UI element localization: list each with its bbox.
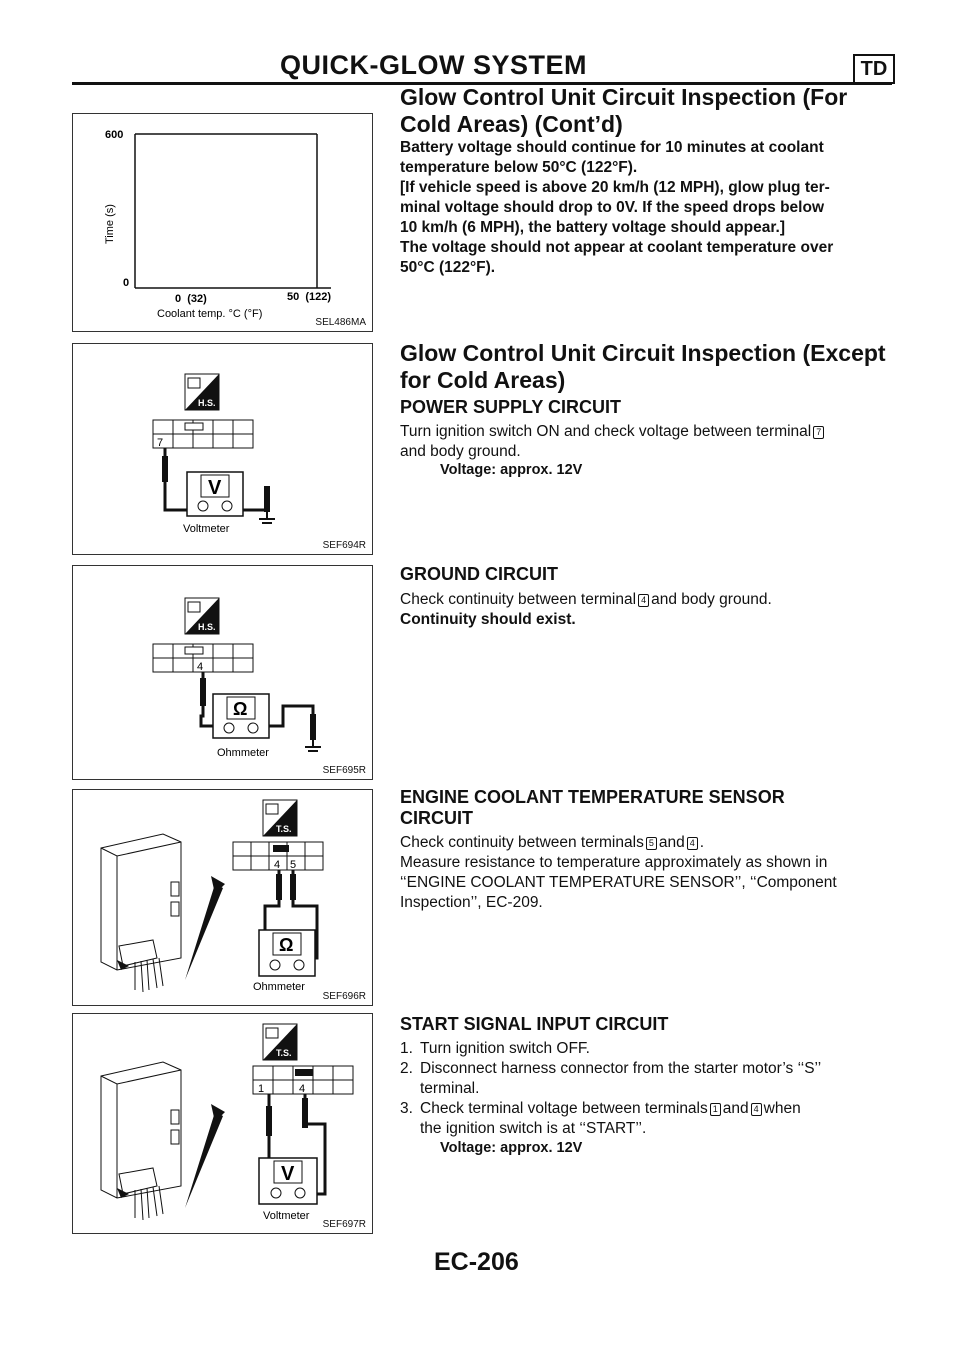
coolant-sensor-heading: ENGINE COOLANT TEMPERATURE SENSOR CIRCUIT <box>400 787 785 828</box>
control-unit-drawing <box>101 1062 181 1220</box>
figure-power-supply-check <box>72 343 373 555</box>
terminal-badge: 7 <box>813 426 824 439</box>
y-max-label: 600 <box>105 129 124 141</box>
power-supply-spec: Voltage: approx. 12V <box>440 462 583 478</box>
ohmmeter <box>213 694 269 759</box>
svg-text:Ohmmeter: Ohmmeter <box>253 981 305 993</box>
svg-text:Ω: Ω <box>279 935 294 955</box>
harness-sensor-badge <box>263 1024 297 1060</box>
figure-ground-check <box>72 565 373 780</box>
svg-text:Ω: Ω <box>233 699 248 719</box>
svg-text:V: V <box>281 1163 295 1185</box>
pin-label: 4 <box>197 661 204 673</box>
pin-label: 7 <box>157 437 164 449</box>
figure-code: SEF697R <box>322 1219 366 1230</box>
connector <box>153 420 253 449</box>
start-step-2: 2. Disconnect harness connector from the starter motor’s ‘‘S’’ terminal. <box>400 1060 822 1097</box>
pin-label-a: 1 <box>258 1083 265 1095</box>
svg-text:Voltmeter: Voltmeter <box>263 1210 310 1222</box>
section2-heading: Glow Control Unit Circuit Inspection (Except for Cold Areas) <box>400 340 886 393</box>
figure-time-vs-coolant-temp <box>72 113 373 332</box>
engine-code-badge: TD <box>853 54 895 84</box>
ground-circuit-heading: GROUND CIRCUIT <box>400 564 558 584</box>
terminal-badge: 4 <box>638 594 649 607</box>
x-left-tick: 0 (32) <box>175 293 207 305</box>
x-axis-label: Coolant temp. °C (°F) <box>157 308 263 320</box>
section1-heading: Glow Control Unit Circuit Inspection (For Cold Areas) (Cont’d) <box>400 84 848 137</box>
terminal-badge: 1 <box>710 1103 721 1116</box>
ohmmeter <box>253 930 315 993</box>
start-signal-heading: START SIGNAL INPUT CIRCUIT <box>400 1014 669 1034</box>
harness-sensor-badge <box>263 800 297 836</box>
harness-sensor-badge <box>185 374 219 410</box>
figure-code: SEF695R <box>322 765 366 776</box>
connector <box>233 842 323 871</box>
graph-svg <box>73 114 372 331</box>
y-zero-label: 0 <box>123 277 130 289</box>
svg-text:T.S.: T.S. <box>276 824 292 834</box>
svg-text:V: V <box>208 477 222 499</box>
section1-body: Battery voltage should continue for 10 minutes at coolant temperature below 50°C (122°F). [If vehicle speed is above 20 km/h (12 MPH), glow plug ter- minal voltage should drop to 0V. If the speed drops below 10 km/h (6 MPH), the battery voltage should appear.] The voltage should not appear at coolant temperature over 50°C (122°F). <box>400 139 834 276</box>
harness-sensor-badge <box>185 598 219 634</box>
control-unit-drawing <box>101 834 181 992</box>
pin-label-b: 5 <box>290 859 297 871</box>
start-step-3: 3. Check terminal voltage between terminals 1 and 4 when the ignition switch is at ‘‘START’’. <box>400 1100 801 1137</box>
figure5-svg <box>73 1014 372 1233</box>
figure-code: SEF694R <box>322 540 366 551</box>
connector <box>253 1066 353 1095</box>
power-supply-heading: POWER SUPPLY CIRCUIT <box>400 397 622 417</box>
page-section-title: QUICK-GLOW SYSTEM <box>280 50 587 80</box>
y-axis-label: Time (s) <box>104 204 116 244</box>
ground-circuit-text: Check continuity between terminal 4 and body ground. Continuity should exist. <box>400 591 772 628</box>
terminal-badge: 5 <box>646 837 657 850</box>
figure3-svg <box>73 566 372 779</box>
connector <box>153 644 253 673</box>
probe-lead-negative <box>269 706 313 726</box>
svg-text:H.S.: H.S. <box>198 622 216 632</box>
svg-text:Voltmeter: Voltmeter <box>183 523 230 535</box>
figure-coolant-sensor-check <box>72 789 373 1006</box>
pointer-arrow <box>185 884 223 980</box>
terminal-badge: 4 <box>751 1103 762 1116</box>
figure4-svg <box>73 790 372 1005</box>
page-number: EC-206 <box>434 1248 519 1276</box>
svg-text:H.S.: H.S. <box>198 398 216 408</box>
figure-code: SEL486MA <box>315 317 366 328</box>
power-supply-text: Turn ignition switch ON and check voltage between terminal 7 and body ground. <box>400 422 888 462</box>
svg-text:Ohmmeter: Ohmmeter <box>217 747 269 759</box>
start-signal-spec: Voltage: approx. 12V <box>440 1140 583 1156</box>
pointer-arrow <box>185 1112 223 1208</box>
figure-code: SEF696R <box>322 991 366 1002</box>
x-right-tick: 50 (122) <box>287 291 332 303</box>
coolant-sensor-text: Check continuity between terminals 5 and 4 . Measure resistance to temperature approximately as shown in ‘‘ENGINE COOLANT TEMPERATURE SENSOR’’, ‘‘Component Inspection’’, EC-209. <box>400 834 837 911</box>
voltmeter <box>183 472 243 535</box>
start-step-1: 1. Turn ignition switch OFF. <box>400 1040 590 1057</box>
probe-lead-negative <box>243 486 267 510</box>
probe-lead-positive <box>165 448 187 510</box>
terminal-badge: 4 <box>687 837 698 850</box>
figure-start-signal-check <box>72 1013 373 1234</box>
svg-text:T.S.: T.S. <box>276 1048 292 1058</box>
figure2-svg <box>73 344 372 554</box>
pin-label-a: 4 <box>274 859 281 871</box>
pin-label-b: 4 <box>299 1083 306 1095</box>
voltmeter <box>259 1158 317 1222</box>
